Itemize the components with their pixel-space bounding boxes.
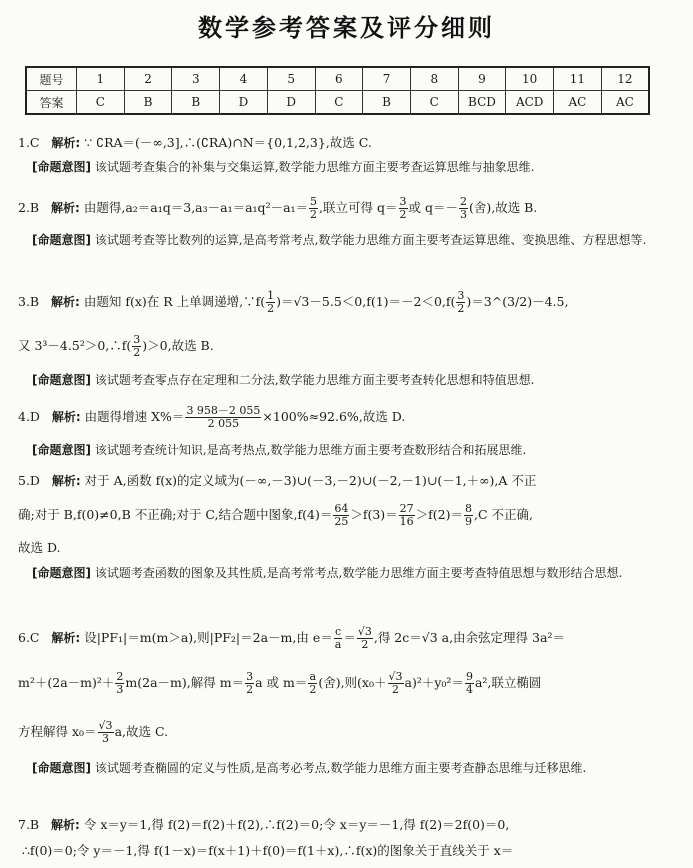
denominator: 2 055	[185, 417, 261, 430]
table-cell: 2	[124, 67, 172, 91]
numerator: 3	[457, 289, 465, 302]
solution-text: 由题得,a₂＝a₁q＝3,a₃－a₁＝a₁q²－a₁＝	[83, 200, 309, 215]
intent-text: 该试题考查零点存在定理和二分法,数学能力思维方面主要考查转化思想和特值思想.	[94, 373, 535, 387]
intent-4	[32, 438, 672, 463]
intent-5	[32, 561, 672, 586]
table-cell: C	[315, 91, 363, 115]
solution-text: (舍),故选 B.	[468, 200, 538, 215]
numerator: √3	[357, 625, 372, 638]
numerator: √3	[388, 670, 403, 683]
intent-tag: [命题意图]	[32, 443, 91, 457]
table-cell: AC	[601, 91, 649, 115]
solution-text: 方程解得 x₀＝	[18, 724, 97, 739]
fraction	[459, 196, 468, 221]
solution-text: a,故选 C.	[114, 724, 169, 739]
solution-text: 或 q＝－	[408, 200, 458, 215]
denominator: 16	[399, 515, 414, 528]
solution-3	[18, 290, 678, 315]
denominator: 3	[459, 208, 467, 221]
numerator: √3	[98, 719, 113, 732]
analysis-keyword: 解析:	[51, 474, 81, 488]
numerator: 5	[310, 195, 318, 208]
denominator: 2	[399, 208, 407, 221]
solution-text: ＞f(2)＝	[415, 507, 464, 522]
table-cell: C	[410, 91, 458, 115]
solution-5-line-3	[18, 539, 678, 556]
numerator: c	[334, 625, 342, 638]
intent-tag: [命题意图]	[32, 160, 91, 174]
intent-text: 该试题考查椭圆的定义与性质,是高考必考点,数学能力思维方面主要考查静态思维与迁移思维.	[94, 761, 587, 775]
solution-text: m²＋(2a－m)²＋	[18, 675, 115, 690]
solution-text: ,得 2c＝√3 a,由余弦定理得 3a²＝	[373, 630, 565, 645]
denominator: a	[334, 638, 342, 651]
denominator: 2	[309, 683, 317, 696]
solution-7	[18, 816, 678, 834]
solution-text: 由题得增速 X%＝	[84, 409, 185, 424]
denominator: 2	[267, 302, 275, 315]
fraction	[245, 671, 254, 696]
solution-text: ×100%≈92.6%,故选 D.	[262, 409, 406, 424]
numerator: 3	[399, 195, 407, 208]
numerator: 2	[459, 195, 467, 208]
fraction	[333, 503, 349, 528]
table-cell: B	[124, 91, 172, 115]
solution-7-line-2	[18, 842, 678, 859]
question-label: 7.B	[18, 817, 40, 832]
solution-5	[18, 472, 678, 490]
table-cell: BCD	[458, 91, 506, 115]
numerator: 64	[334, 502, 349, 515]
row-header-number: 题号	[26, 67, 77, 91]
table-cell: 4	[220, 67, 268, 91]
intent-tag: [命题意图]	[32, 761, 91, 775]
solution-text: 确;对于 B,f(0)≠0,B 不正确;对于 C,结合题中图象,f(4)＝	[18, 507, 333, 522]
numerator: 3 958－2 055	[186, 404, 261, 417]
question-label: 2.B	[18, 200, 40, 215]
analysis-keyword: 解析:	[51, 136, 81, 150]
table-cell: 10	[506, 67, 554, 91]
fraction	[309, 196, 318, 221]
table-cell: 12	[601, 67, 649, 91]
solution-6	[18, 626, 678, 651]
denominator: 2	[310, 208, 318, 221]
numerator: 1	[267, 289, 275, 302]
denominator: 3	[98, 732, 114, 745]
table-cell: D	[267, 91, 315, 115]
table-cell: 6	[315, 67, 363, 91]
solution-2	[18, 196, 678, 221]
solution-text: m(2a－m),解得 m＝	[125, 675, 245, 690]
solution-text: ＞f(3)＝	[350, 507, 398, 522]
analysis-keyword: 解析:	[51, 410, 81, 424]
table-cell: 1	[77, 67, 125, 91]
solution-text: a 或 m＝	[255, 675, 308, 690]
analysis-keyword: 解析:	[51, 631, 81, 645]
question-number-row	[26, 67, 649, 91]
solution-6-line-3	[18, 720, 678, 745]
solution-3-line-2	[18, 334, 678, 359]
table-cell: ACD	[506, 91, 554, 115]
fraction	[132, 334, 141, 359]
denominator: 2	[457, 302, 465, 315]
fraction	[456, 290, 465, 315]
solution-text: 由题知 f(x)在 R 上单调递增,∵f(	[83, 294, 266, 309]
intent-text: 该试题考查统计知识,是高考热点,数学能力思维方面主要考查数形结合和拓展思维.	[94, 443, 527, 457]
table-cell: D	[220, 91, 268, 115]
solution-text: ∴f(0)＝0;令 y＝－1,得 f(1－x)＝f(x＋1)＋f(0)＝f(1＋x),∴f(x)的图象关于直线关于 x＝	[21, 843, 514, 858]
fraction	[308, 671, 317, 696]
solution-4	[18, 405, 678, 430]
fraction	[388, 671, 404, 696]
solution-text: )＝√3－5.5＜0,f(1)＝－2＜0,f(	[276, 294, 456, 309]
analysis-keyword: 解析:	[51, 201, 80, 215]
denominator: 2	[246, 683, 254, 696]
fraction	[334, 626, 343, 651]
answer-row	[26, 91, 649, 115]
table-cell: B	[363, 91, 411, 115]
question-label: 1.C	[18, 135, 40, 150]
page-title: 数学参考答案及评分细则	[198, 14, 495, 42]
solution-text: 令 x＝y＝1,得 f(2)＝f(2)＋f(2),∴f(2)＝0;令 x＝y＝－1,得 f(2)＝2f(0)＝0,	[83, 817, 510, 832]
solution-6-line-2	[18, 671, 678, 696]
row-header-answer: 答案	[26, 91, 77, 115]
denominator: 2	[388, 683, 404, 696]
question-label: 3.B	[18, 294, 40, 309]
solution-text: 又 3³－4.5²＞0,∴f(	[18, 338, 132, 353]
intent-6	[32, 756, 672, 781]
denominator: 2	[133, 346, 141, 359]
fraction	[399, 503, 415, 528]
fraction	[464, 503, 473, 528]
intent-text: 该试题考查函数的图象及其性质,是高考常考点,数学能力思维方面主要考查特值思想与数形结合思想.	[94, 566, 623, 580]
solution-text: ∵ ∁RA＝(－∞,3],∴(∁RA)∩N＝{0,1,2,3},故选 C.	[84, 135, 372, 150]
fraction	[98, 720, 114, 745]
denominator: 3	[116, 683, 124, 696]
numerator: 2	[116, 670, 124, 683]
solution-5-line-2	[18, 503, 678, 528]
table-cell: 9	[458, 67, 506, 91]
solution-text: ,C 不正确,	[474, 507, 534, 522]
fraction	[399, 196, 408, 221]
solution-text: )＞0,故选 B.	[142, 338, 214, 353]
table-cell: 3	[172, 67, 220, 91]
table-cell: 5	[267, 67, 315, 91]
denominator: 25	[334, 515, 349, 528]
solution-1	[18, 134, 678, 152]
analysis-keyword: 解析:	[51, 295, 80, 309]
question-label: 4.D	[18, 409, 40, 424]
intent-text: 该试题考查等比数列的运算,是高考常考点,数学能力思维方面主要考查运算思维、变换思维、方程思想等.	[94, 233, 647, 247]
denominator: 2	[357, 638, 373, 651]
fraction	[266, 290, 275, 315]
solution-text: ＝	[343, 630, 356, 645]
table-cell: AC	[554, 91, 602, 115]
numerator: 9	[465, 670, 473, 683]
intent-2	[32, 228, 672, 253]
solution-text: 设|PF₁|＝m(m＞a),则|PF₂|＝2a－m,由 e＝	[84, 630, 333, 645]
fraction	[115, 671, 124, 696]
solution-text: 故选 D.	[18, 540, 61, 555]
solution-text: ,联立可得 q＝	[319, 200, 398, 215]
denominator: 9	[465, 515, 473, 528]
solution-text: )＝3^(3/2)－4.5,	[466, 294, 569, 309]
fraction	[185, 405, 261, 430]
numerator: 3	[133, 333, 141, 346]
table-cell: C	[77, 91, 125, 115]
fraction	[357, 626, 373, 651]
question-label: 5.D	[18, 473, 40, 488]
intent-1	[32, 155, 672, 180]
table-cell: B	[172, 91, 220, 115]
table-cell: 8	[410, 67, 458, 91]
table-cell: 7	[363, 67, 411, 91]
intent-text: 该试题考查集合的补集与交集运算,数学能力思维方面主要考查运算思维与抽象思维.	[94, 160, 535, 174]
answer-table	[25, 66, 650, 115]
intent-3	[32, 368, 672, 393]
analysis-keyword: 解析:	[51, 818, 80, 832]
table-cell: 11	[554, 67, 602, 91]
fraction	[465, 671, 474, 696]
denominator: 4	[465, 683, 473, 696]
intent-tag: [命题意图]	[32, 233, 91, 247]
solution-text: (舍),则(x₀＋	[318, 675, 387, 690]
intent-tag: [命题意图]	[32, 373, 91, 387]
question-label: 6.C	[18, 630, 40, 645]
numerator: a	[309, 670, 317, 683]
numerator: 8	[465, 502, 473, 515]
solution-text: a²,联立椭圆	[474, 675, 542, 690]
solution-text: a)²＋y₀²＝	[404, 675, 464, 690]
solution-text: 对于 A,函数 f(x)的定义域为(－∞,－3)∪(－3,－2)∪(－2,－1)∪(－1,＋∞),A 不正	[84, 473, 537, 488]
numerator: 27	[399, 502, 414, 515]
numerator: 3	[246, 670, 254, 683]
intent-tag: [命题意图]	[32, 566, 91, 580]
